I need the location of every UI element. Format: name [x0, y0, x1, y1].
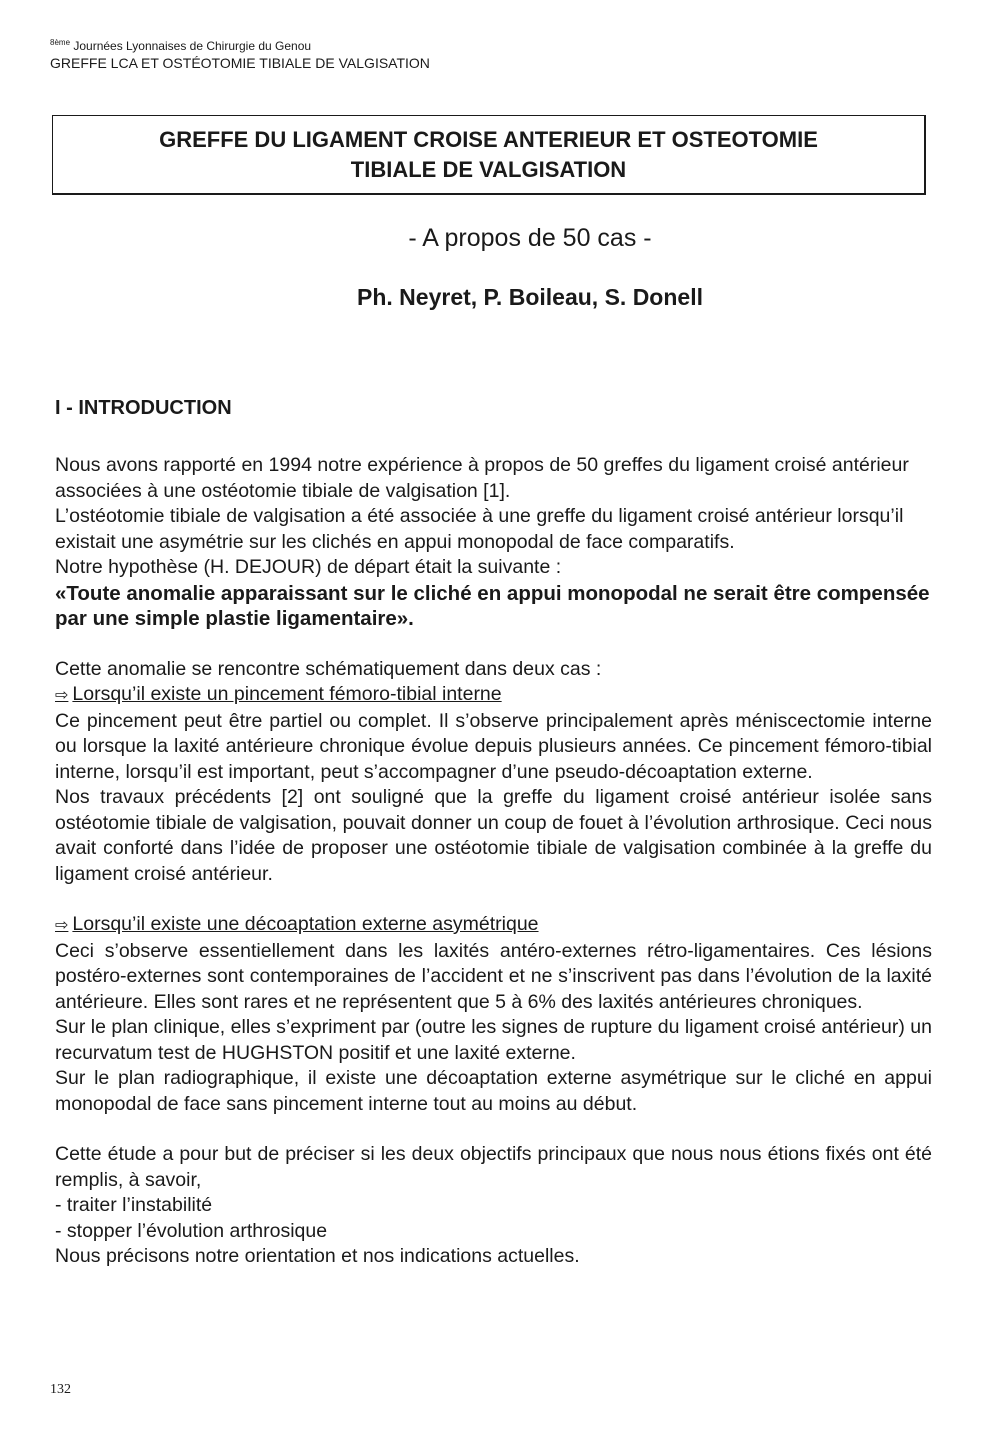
title-box — [52, 115, 926, 195]
arrow-right-icon: ⇨ — [55, 687, 69, 704]
title-line1: GREFFE DU LIGAMENT CROISE ANTERIEUR ET OSTEOTOMIE — [159, 127, 818, 152]
paragraph: Sur le plan radiographique, il existe une décoaptation externe asymétrique sur le cliché en appui monopodal de face sans pincement interne tout au moins au début. — [55, 1067, 932, 1115]
paragraph: Nos travaux précédents [2] ont souligné que la greffe du ligament croisé antérieur isolée sans ostéotomie tibiale de valgisation, pouvait donner un coup de fouet à l’évolution arthrosique. Ceci nous avait conforté dans l’idée de proposer une ostéotomie tibiale de valgisation combinée à la greffe du ligament croisé antérieur. — [55, 786, 932, 885]
case1-heading: ⇨ Lorsqu’il existe un pincement fémoro-tibial interne — [55, 683, 502, 705]
paragraph: Nous avons rapporté en 1994 notre expérience à propos de 50 greffes du ligament croisé antérieur associées à une ostéotomie tibiale de valgisation [1]. — [55, 454, 909, 502]
paragraph: Sur le plan clinique, elles s’expriment par (outre les signes de rupture du ligament croisé antérieur) un recurvatum test de HUGHSTON positif et une laxité externe. — [55, 1016, 932, 1064]
running-head-line1: $^{8ème}$ Journées Lyonnaises de Chirurgie du Genou — [50, 38, 312, 53]
subtitle: - A propos de 50 cas - — [408, 224, 652, 252]
title-line2: TIBIALE DE VALGISATION — [350, 157, 627, 182]
paragraph: Ce pincement peut être partiel ou complet. Il s’observe principalement après méniscectomie interne ou lorsque la laxité antérieure chronique évolue depuis plusieurs années. Ce pincement fémoro-tibial interne, lorsqu’il est important, peut s’accompagner d’une pseudo-décoaptation externe. — [55, 709, 932, 783]
paragraph: L’ostéotomie tibiale de valgisation a été associée à une greffe du ligament croisé antérieur lorsqu’il existait une asymétrie sur les clichés en appui monopodal de face comparatifs. — [55, 505, 904, 553]
running-head — [50, 34, 430, 72]
paragraph: Nous précisons notre orientation et nos indications actuelles. — [55, 1245, 580, 1267]
paragraph: Cette étude a pour but de préciser si les deux objectifs principaux que nous nous étions fixés ont été remplis, à savoir, — [55, 1143, 932, 1191]
paragraph: Ceci s’observe essentiellement dans les laxités antéro-externes rétro-ligamentaires. Ces lésions postéro-externes sont contemporaines de l’accident et ne s’inscrivent pas dans l’évolution de la laxité antérieure. Elles sont rares et ne représentent que 5 à 6% des laxités antérieures chroniques. — [55, 939, 932, 1013]
arrow-right-icon: ⇨ — [55, 917, 69, 934]
running-head-line2: GREFFE LCA ET OSTÉOTOMIE TIBIALE DE VALGISATION — [50, 55, 430, 71]
paragraph: Cette anomalie se rencontre schématiquement dans deux cas : — [55, 657, 602, 680]
list-item: - stopper l’évolution arthrosique — [55, 1219, 328, 1242]
body-text — [55, 453, 932, 1270]
list-item: - traiter l’instabilité — [55, 1194, 213, 1216]
hypothesis-quote: «Toute anomalie apparaissant sur le cliché en appui monopodal ne serait être compensée par une simple plastie ligamentaire». — [55, 581, 930, 630]
authors: Ph. Neyret, P. Boileau, S. Donell — [357, 284, 703, 310]
case2-heading: ⇨ Lorsqu’il existe une décoaptation externe asymétrique — [55, 913, 539, 935]
page-number: 132 — [50, 1382, 71, 1397]
paragraph: Notre hypothèse (H. DEJOUR) de départ était la suivante : — [55, 556, 562, 578]
section-title: I - INTRODUCTION — [55, 397, 232, 419]
